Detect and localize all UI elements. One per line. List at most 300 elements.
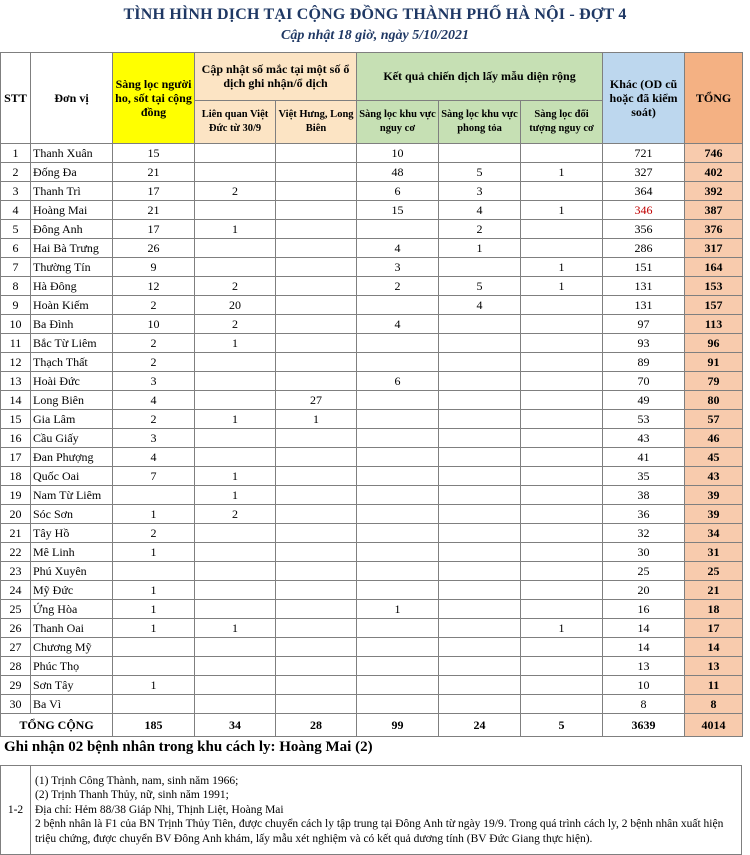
other-cell: 38 <box>603 486 685 505</box>
update-a-cell: 2 <box>195 505 276 524</box>
campaign-a-cell: 4 <box>357 239 439 258</box>
table-row <box>1 353 743 372</box>
table-row <box>1 524 743 543</box>
campaign-c-cell <box>521 353 603 372</box>
sum-campaign-c: 5 <box>521 714 603 737</box>
total-cell: 11 <box>685 676 743 695</box>
detail-line: 2 bệnh nhân là F1 của BN Trịnh Thủy Tiên, được chuyển cách ly tập trung tại Đông Anh từ ngày 19/9. Trong quá trình cách ly, 2 bệnh nhân xuất hiện triệu chứng, được chuyển BV Đông Anh khám, lấy mẫu xét nghiệm và có kết quả dương tính (BV Đức Giang thực hiện). <box>35 818 724 845</box>
table-row <box>1 638 743 657</box>
stt-cell: 18 <box>1 467 31 486</box>
other-cell: 20 <box>603 581 685 600</box>
campaign-b-cell <box>439 467 521 486</box>
unit-cell: Hai Bà Trưng <box>31 239 113 258</box>
unit-cell: Ba Vì <box>31 695 113 714</box>
stt-cell: 23 <box>1 562 31 581</box>
update-a-cell: 1 <box>195 410 276 429</box>
unit-cell: Hoàng Mai <box>31 201 113 220</box>
campaign-b-cell: 4 <box>439 296 521 315</box>
other-cell: 131 <box>603 296 685 315</box>
total-cell: 25 <box>685 562 743 581</box>
total-cell: 39 <box>685 486 743 505</box>
screening-cell: 1 <box>113 619 195 638</box>
screening-cell <box>113 638 195 657</box>
other-cell: 93 <box>603 334 685 353</box>
unit-cell: Hoàn Kiếm <box>31 296 113 315</box>
campaign-b-cell: 4 <box>439 201 521 220</box>
detail-line: (2) Trịnh Thanh Thủy, nữ, sinh năm 1991; <box>35 789 229 802</box>
unit-cell: Phúc Thọ <box>31 657 113 676</box>
campaign-b-cell: 5 <box>439 277 521 296</box>
other-cell: 131 <box>603 277 685 296</box>
total-cell: 57 <box>685 410 743 429</box>
campaign-b-cell: 3 <box>439 182 521 201</box>
unit-cell: Mê Linh <box>31 543 113 562</box>
campaign-c-cell: 1 <box>521 258 603 277</box>
update-b-cell <box>276 258 357 277</box>
detail-index: 1-2 <box>1 766 31 855</box>
sum-total: 4014 <box>685 714 743 737</box>
detail-text <box>31 766 742 855</box>
screening-cell: 9 <box>113 258 195 277</box>
other-cell: 97 <box>603 315 685 334</box>
update-b-cell <box>276 524 357 543</box>
total-cell: 113 <box>685 315 743 334</box>
table-row <box>1 562 743 581</box>
unit-cell: Thanh Oai <box>31 619 113 638</box>
stt-cell: 11 <box>1 334 31 353</box>
table-row <box>1 391 743 410</box>
campaign-b-cell <box>439 524 521 543</box>
stt-cell: 5 <box>1 220 31 239</box>
update-a-cell: 1 <box>195 619 276 638</box>
total-cell: 392 <box>685 182 743 201</box>
campaign-a-cell <box>357 562 439 581</box>
total-cell: 317 <box>685 239 743 258</box>
update-a-cell <box>195 201 276 220</box>
other-cell: 43 <box>603 429 685 448</box>
campaign-c-cell <box>521 448 603 467</box>
col-header-update-b: Việt Hưng, Long Biên <box>276 100 357 143</box>
update-a-cell <box>195 239 276 258</box>
other-cell: 53 <box>603 410 685 429</box>
campaign-c-cell <box>521 410 603 429</box>
screening-cell <box>113 562 195 581</box>
screening-cell: 4 <box>113 448 195 467</box>
other-cell: 41 <box>603 448 685 467</box>
screening-cell <box>113 695 195 714</box>
other-cell: 14 <box>603 638 685 657</box>
col-header-campaign-a: Sàng lọc khu vực nguy cơ <box>357 100 439 143</box>
campaign-c-cell <box>521 695 603 714</box>
screening-cell: 3 <box>113 372 195 391</box>
total-cell: 46 <box>685 429 743 448</box>
stt-cell: 29 <box>1 676 31 695</box>
stt-cell: 1 <box>1 144 31 163</box>
total-cell: 153 <box>685 277 743 296</box>
col-header-campaign-group: Kết quả chiến dịch lấy mẫu diện rộng <box>357 53 603 101</box>
screening-cell: 21 <box>113 163 195 182</box>
total-cell: 43 <box>685 467 743 486</box>
campaign-c-cell: 1 <box>521 619 603 638</box>
update-a-cell <box>195 638 276 657</box>
campaign-c-cell <box>521 486 603 505</box>
other-cell: 327 <box>603 163 685 182</box>
update-b-cell <box>276 201 357 220</box>
other-cell: 25 <box>603 562 685 581</box>
update-a-cell: 2 <box>195 277 276 296</box>
stt-cell: 3 <box>1 182 31 201</box>
table-row <box>1 505 743 524</box>
total-cell: 91 <box>685 353 743 372</box>
campaign-a-cell <box>357 391 439 410</box>
total-cell: 387 <box>685 201 743 220</box>
table-row <box>1 695 743 714</box>
unit-cell: Gia Lâm <box>31 410 113 429</box>
other-cell: 151 <box>603 258 685 277</box>
update-a-cell <box>195 524 276 543</box>
table-row <box>1 676 743 695</box>
table-row <box>1 429 743 448</box>
total-cell: 34 <box>685 524 743 543</box>
stt-cell: 25 <box>1 600 31 619</box>
update-b-cell <box>276 239 357 258</box>
stt-cell: 19 <box>1 486 31 505</box>
stt-cell: 13 <box>1 372 31 391</box>
unit-cell: Chương Mỹ <box>31 638 113 657</box>
campaign-c-cell <box>521 239 603 258</box>
campaign-b-cell <box>439 448 521 467</box>
table-row <box>1 581 743 600</box>
page-subtitle: Cập nhật 18 giờ, ngày 5/10/2021 <box>281 28 469 43</box>
update-a-cell: 1 <box>195 334 276 353</box>
campaign-a-cell: 1 <box>357 600 439 619</box>
stt-cell: 20 <box>1 505 31 524</box>
update-b-cell <box>276 315 357 334</box>
table-row <box>1 372 743 391</box>
campaign-b-cell <box>439 695 521 714</box>
unit-cell: Thạch Thất <box>31 353 113 372</box>
table-row <box>1 448 743 467</box>
stt-cell: 2 <box>1 163 31 182</box>
stt-cell: 30 <box>1 695 31 714</box>
total-cell: 80 <box>685 391 743 410</box>
screening-cell: 2 <box>113 524 195 543</box>
stt-cell: 12 <box>1 353 31 372</box>
campaign-b-cell <box>439 600 521 619</box>
campaign-c-cell <box>521 657 603 676</box>
sum-campaign-a: 99 <box>357 714 439 737</box>
campaign-a-cell: 48 <box>357 163 439 182</box>
table-row <box>1 163 743 182</box>
table-row <box>1 220 743 239</box>
campaign-c-cell <box>521 220 603 239</box>
campaign-a-cell <box>357 638 439 657</box>
campaign-a-cell <box>357 676 439 695</box>
unit-cell: Thường Tín <box>31 258 113 277</box>
update-a-cell <box>195 562 276 581</box>
campaign-b-cell <box>439 315 521 334</box>
unit-cell: Tây Hồ <box>31 524 113 543</box>
campaign-a-cell <box>357 429 439 448</box>
update-b-cell <box>276 277 357 296</box>
stt-cell: 9 <box>1 296 31 315</box>
update-a-cell <box>195 353 276 372</box>
campaign-b-cell <box>439 372 521 391</box>
screening-cell: 1 <box>113 676 195 695</box>
other-cell: 49 <box>603 391 685 410</box>
campaign-c-cell <box>521 638 603 657</box>
table-row <box>1 144 743 163</box>
col-header-update-a: Liên quan Việt Đức từ 30/9 <box>195 100 276 143</box>
unit-cell: Sơn Tây <box>31 676 113 695</box>
update-a-cell <box>195 676 276 695</box>
table-row <box>1 657 743 676</box>
total-cell: 17 <box>685 619 743 638</box>
unit-cell: Đan Phượng <box>31 448 113 467</box>
screening-cell: 17 <box>113 220 195 239</box>
update-b-cell <box>276 429 357 448</box>
detail-line: (1) Trịnh Công Thành, nam, sinh năm 1966; <box>35 774 239 787</box>
page-title: TÌNH HÌNH DỊCH TẠI CỘNG ĐỒNG THÀNH PHỐ HÀ NỘI - ĐỢT 4 <box>123 6 627 23</box>
unit-cell: Hoài Đức <box>31 372 113 391</box>
unit-cell: Bắc Từ Liêm <box>31 334 113 353</box>
campaign-b-cell <box>439 619 521 638</box>
update-b-cell <box>276 220 357 239</box>
screening-cell <box>113 657 195 676</box>
total-cell: 39 <box>685 505 743 524</box>
campaign-a-cell <box>357 543 439 562</box>
epidemic-table <box>0 52 743 737</box>
campaign-c-cell <box>521 524 603 543</box>
update-b-cell <box>276 505 357 524</box>
table-body <box>1 144 743 714</box>
update-b-cell <box>276 448 357 467</box>
unit-cell: Nam Từ Liêm <box>31 486 113 505</box>
update-a-cell <box>195 448 276 467</box>
update-a-cell <box>195 429 276 448</box>
unit-cell: Phú Xuyên <box>31 562 113 581</box>
campaign-b-cell <box>439 334 521 353</box>
campaign-c-cell <box>521 372 603 391</box>
update-b-cell: 1 <box>276 410 357 429</box>
unit-cell: Ba Đình <box>31 315 113 334</box>
campaign-b-cell: 1 <box>439 239 521 258</box>
campaign-a-cell <box>357 467 439 486</box>
total-cell: 18 <box>685 600 743 619</box>
campaign-c-cell: 1 <box>521 163 603 182</box>
update-a-cell <box>195 695 276 714</box>
sum-screen: 185 <box>113 714 195 737</box>
sum-campaign-b: 24 <box>439 714 521 737</box>
stt-cell: 17 <box>1 448 31 467</box>
campaign-b-cell <box>439 353 521 372</box>
update-a-cell <box>195 144 276 163</box>
stt-cell: 28 <box>1 657 31 676</box>
col-header-other: Khác (OD cũ hoặc đã kiểm soát) <box>603 53 685 144</box>
detail-line: Địa chỉ: Hẻm 88/38 Giáp Nhị, Thịnh Liệt, Hoàng Mai <box>35 803 284 816</box>
campaign-c-cell <box>521 391 603 410</box>
screening-cell: 2 <box>113 410 195 429</box>
update-a-cell <box>195 372 276 391</box>
campaign-c-cell <box>521 543 603 562</box>
table-row <box>1 410 743 429</box>
screening-cell: 2 <box>113 353 195 372</box>
stt-cell: 22 <box>1 543 31 562</box>
update-b-cell <box>276 619 357 638</box>
update-a-cell: 1 <box>195 486 276 505</box>
stt-cell: 26 <box>1 619 31 638</box>
campaign-c-cell <box>521 562 603 581</box>
campaign-a-cell <box>357 296 439 315</box>
campaign-b-cell <box>439 391 521 410</box>
campaign-a-cell: 10 <box>357 144 439 163</box>
campaign-b-cell <box>439 486 521 505</box>
total-cell: 157 <box>685 296 743 315</box>
other-cell: 36 <box>603 505 685 524</box>
campaign-c-cell <box>521 581 603 600</box>
screening-cell: 3 <box>113 429 195 448</box>
unit-cell: Quốc Oai <box>31 467 113 486</box>
update-b-cell <box>276 353 357 372</box>
campaign-c-cell <box>521 296 603 315</box>
table-row <box>1 467 743 486</box>
campaign-a-cell <box>357 334 439 353</box>
campaign-c-cell <box>521 315 603 334</box>
update-b-cell <box>276 676 357 695</box>
update-a-cell: 1 <box>195 220 276 239</box>
other-cell: 32 <box>603 524 685 543</box>
campaign-a-cell: 4 <box>357 315 439 334</box>
sum-update-a: 34 <box>195 714 276 737</box>
update-a-cell <box>195 657 276 676</box>
stt-cell: 7 <box>1 258 31 277</box>
campaign-a-cell <box>357 524 439 543</box>
total-cell: 31 <box>685 543 743 562</box>
stt-cell: 4 <box>1 201 31 220</box>
campaign-a-cell <box>357 448 439 467</box>
campaign-a-cell <box>357 410 439 429</box>
table-row <box>1 201 743 220</box>
update-b-cell <box>276 657 357 676</box>
table-row <box>1 296 743 315</box>
update-b-cell <box>276 486 357 505</box>
update-b-cell <box>276 467 357 486</box>
unit-cell: Đống Đa <box>31 163 113 182</box>
campaign-b-cell <box>439 543 521 562</box>
campaign-b-cell <box>439 676 521 695</box>
update-a-cell <box>195 543 276 562</box>
quarantine-note-heading: Ghi nhận 02 bệnh nhân trong khu cách ly: Hoàng Mai (2) <box>4 739 373 755</box>
campaign-c-cell <box>521 182 603 201</box>
update-a-cell <box>195 391 276 410</box>
other-cell: 364 <box>603 182 685 201</box>
total-cell: 8 <box>685 695 743 714</box>
campaign-a-cell <box>357 581 439 600</box>
table-row <box>1 543 743 562</box>
table-row <box>1 619 743 638</box>
update-b-cell: 27 <box>276 391 357 410</box>
col-header-unit: Đơn vị <box>31 53 113 144</box>
update-a-cell: 1 <box>195 467 276 486</box>
total-cell: 402 <box>685 163 743 182</box>
update-a-cell: 2 <box>195 315 276 334</box>
update-a-cell <box>195 600 276 619</box>
table-row <box>1 600 743 619</box>
total-cell: 79 <box>685 372 743 391</box>
campaign-a-cell: 15 <box>357 201 439 220</box>
screening-cell: 1 <box>113 543 195 562</box>
screening-cell <box>113 486 195 505</box>
sum-row <box>1 714 743 737</box>
unit-cell: Thanh Xuân <box>31 144 113 163</box>
update-b-cell <box>276 600 357 619</box>
update-b-cell <box>276 638 357 657</box>
update-b-cell <box>276 562 357 581</box>
unit-cell: Đông Anh <box>31 220 113 239</box>
table-row <box>1 486 743 505</box>
stt-cell: 24 <box>1 581 31 600</box>
screening-cell: 10 <box>113 315 195 334</box>
unit-cell: Sóc Sơn <box>31 505 113 524</box>
campaign-b-cell <box>439 258 521 277</box>
total-cell: 14 <box>685 638 743 657</box>
update-b-cell <box>276 334 357 353</box>
screening-cell: 26 <box>113 239 195 258</box>
unit-cell: Cầu Giấy <box>31 429 113 448</box>
campaign-c-cell <box>521 334 603 353</box>
update-b-cell <box>276 163 357 182</box>
campaign-c-cell <box>521 144 603 163</box>
stt-cell: 15 <box>1 410 31 429</box>
col-header-campaign-b: Sàng lọc khu vực phong tỏa <box>439 100 521 143</box>
campaign-b-cell <box>439 505 521 524</box>
campaign-b-cell <box>439 144 521 163</box>
campaign-a-cell: 2 <box>357 277 439 296</box>
campaign-a-cell <box>357 657 439 676</box>
other-cell: 35 <box>603 467 685 486</box>
other-cell: 346 <box>603 201 685 220</box>
campaign-b-cell <box>439 429 521 448</box>
stt-cell: 14 <box>1 391 31 410</box>
campaign-a-cell: 6 <box>357 372 439 391</box>
update-b-cell <box>276 296 357 315</box>
other-cell: 89 <box>603 353 685 372</box>
update-b-cell <box>276 695 357 714</box>
sum-other: 3639 <box>603 714 685 737</box>
campaign-c-cell <box>521 505 603 524</box>
screening-cell: 1 <box>113 581 195 600</box>
other-cell: 8 <box>603 695 685 714</box>
unit-cell: Ứng Hòa <box>31 600 113 619</box>
total-cell: 13 <box>685 657 743 676</box>
stt-cell: 8 <box>1 277 31 296</box>
campaign-a-cell: 6 <box>357 182 439 201</box>
col-header-stt: STT <box>1 53 31 144</box>
update-a-cell <box>195 581 276 600</box>
table-row <box>1 277 743 296</box>
screening-cell: 2 <box>113 334 195 353</box>
unit-cell: Mỹ Đức <box>31 581 113 600</box>
table-row <box>1 239 743 258</box>
update-b-cell <box>276 543 357 562</box>
other-cell: 356 <box>603 220 685 239</box>
update-a-cell: 20 <box>195 296 276 315</box>
screening-cell: 21 <box>113 201 195 220</box>
total-cell: 96 <box>685 334 743 353</box>
other-cell: 286 <box>603 239 685 258</box>
screening-cell: 2 <box>113 296 195 315</box>
screening-cell: 1 <box>113 505 195 524</box>
